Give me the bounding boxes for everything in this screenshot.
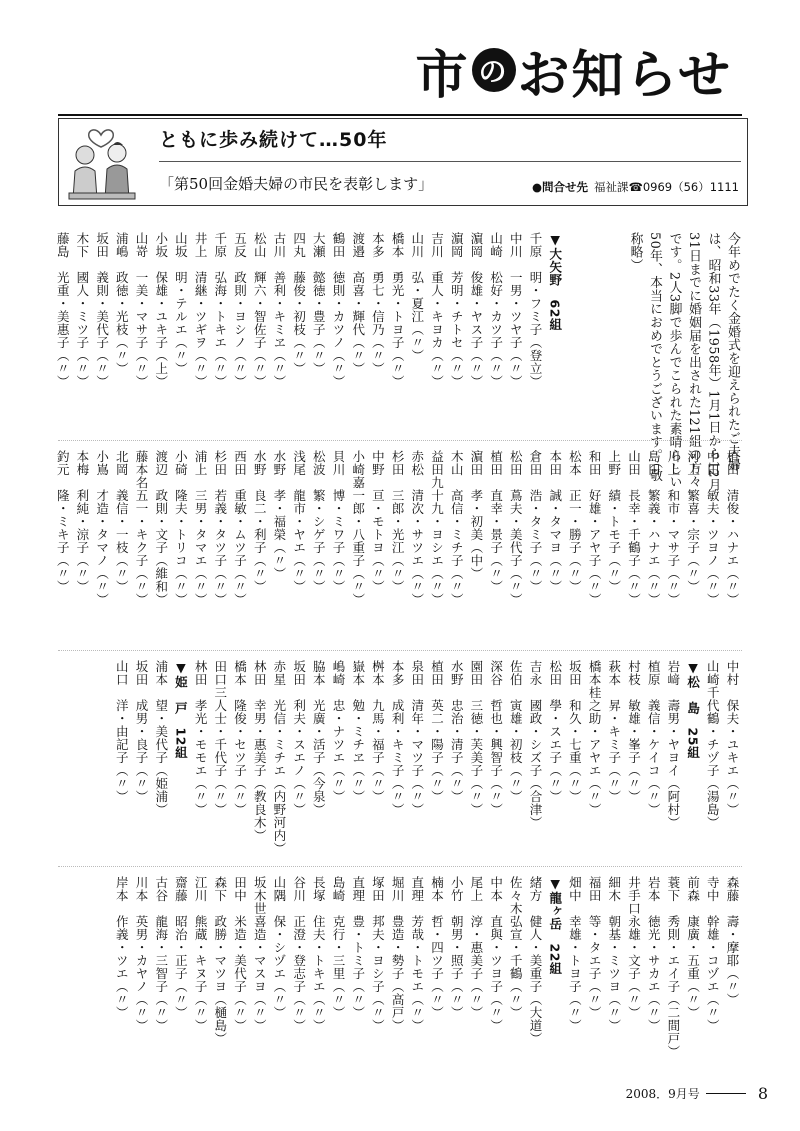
masthead-circle: の xyxy=(472,48,516,92)
honoree-entry: 楠本 哲・四ツ子（〃） xyxy=(429,876,445,1019)
header-box xyxy=(58,118,748,206)
honoree-entry: 小坂 保雄・ユキ子（上） xyxy=(153,232,169,388)
honoree-entry: 千原 明・フミ子（登立） xyxy=(528,232,543,388)
honoree-entry: 古谷 龍海・三智子（〃） xyxy=(153,876,169,1032)
contact-label: ●問合せ先 xyxy=(531,180,588,194)
honoree-entry: 赤松 清次・サツエ（〃） xyxy=(409,450,425,606)
honoree-entry: 緒方 健人・美重子（大道） xyxy=(528,876,543,1045)
page-number: 8 xyxy=(757,1084,768,1103)
honoree-entry: 吉川 重人・キヨカ（〃） xyxy=(429,232,445,388)
intro-paragraph: 今年めでたく金婚式を迎えられたご夫婦は、昭和33年（1958年）1月1日から12月31日までに婚姻届を出された121組の方々です。2人3脚で歩んでこられた素晴らしい50年、本当におめでとうございます。（敬称略） xyxy=(627,232,740,492)
honoree-entry: 木山 高信・ミチ子（〃） xyxy=(449,450,465,606)
honoree-entry: 藤島 光重・美惠子（〃） xyxy=(55,232,71,388)
honoree-entry: 坂田 成男・良子（〃） xyxy=(134,660,149,803)
honoree-entry: 北岡 義信・一枝（〃） xyxy=(114,450,130,593)
honoree-entry: 岸本 作義・ツエ（〃） xyxy=(114,876,130,1019)
honoree-entry: 園田 三徳・芙美子（〃） xyxy=(468,660,484,816)
honoree-entry: 貝川 博・ミワ子（〃） xyxy=(331,450,346,593)
honoree-entry: 本田 誠・タマヨ（〃） xyxy=(547,450,563,593)
honoree-entry: 中田 敏夫・ツヨノ（〃） xyxy=(705,450,721,606)
header-divider xyxy=(159,161,741,162)
honoree-entry: 山隅 保・シヅエ（〃） xyxy=(271,876,287,1019)
honoree-entry: 山嵜 一美・マサ子（〃） xyxy=(134,232,149,388)
honoree-entry: 中村 保夫・ユキエ（〃） xyxy=(725,660,740,816)
band-divider xyxy=(58,866,742,867)
masthead-title xyxy=(415,38,732,106)
honoree-entry: 前森 康廣・五重（〃） xyxy=(685,876,701,1019)
honoree-entry: 山口 洋・由記子（〃） xyxy=(114,660,130,803)
header-subtitle: 「第50回金婚夫婦の市民を表彰します」 xyxy=(159,175,434,193)
honoree-entry: 小嶌 才造・タマノ（〃） xyxy=(94,450,110,606)
honoree-entry: 河上 繁喜・宗子（〃） xyxy=(685,450,701,593)
honoree-entry: 渡辺 政則・文子（維和） xyxy=(153,450,169,606)
masthead-part1: 市 xyxy=(415,45,470,106)
honoree-entry: 浦上 三男・タマエ（〃） xyxy=(193,450,209,606)
honoree-entry: 渡邉 高喜・輝代（〃） xyxy=(350,232,366,375)
honoree-entry: 松波 繁・シゲ子（〃） xyxy=(311,450,327,593)
honoree-entry: 山川 弘・夏江（〃） xyxy=(409,232,425,362)
honoree-entry: 森下 政勝・マツヨ（樋島） xyxy=(212,876,228,1045)
elderly-couple-illustration-icon xyxy=(61,121,145,203)
honoree-entry: 山田 長幸・千鶴子（〃） xyxy=(626,450,642,606)
honoree-entry: 寺中 幹雄・コヅエ（〃） xyxy=(705,876,721,1032)
honoree-entry: 杉田 三郎・光江（〃） xyxy=(390,450,406,593)
honoree-entry: 益田九十九・ヨシエ（〃） xyxy=(429,450,445,606)
group-heading: ▼姫 戸 12組 xyxy=(173,660,189,759)
honoree-entry: 佐々木弘宣・千鶴（〃） xyxy=(508,876,524,1019)
honoree-entry: 千原 弘海・トキエ（〃） xyxy=(212,232,228,388)
honoree-entry: 赤星 光信・ミチエ（内野河内） xyxy=(271,660,287,855)
honoree-entry: 林田 孝光・モモエ（〃） xyxy=(193,660,209,816)
honoree-entry: 藤本名五一・キク子（〃） xyxy=(134,450,149,606)
honoree-entry: 植原 義信・ケイコ（〃） xyxy=(646,660,662,816)
honoree-entry: 吉永 國政・シズ子（合津） xyxy=(528,660,543,829)
honoree-entry: 浦本 望・美代子（姫浦） xyxy=(153,660,169,816)
honoree-entry: 鶴田 徳則・カツノ（〃） xyxy=(331,232,346,388)
honoree-entry: 浅尾 龍市・ヤエ（〃） xyxy=(291,450,307,593)
honoree-entry: 倉田 浩・タミ子（〃） xyxy=(528,450,543,593)
honoree-entry: 濵岡 芳明・チトセ（〃） xyxy=(449,232,465,388)
honoree-entry: 細木 朝基・ミツヨ（〃） xyxy=(606,876,622,1032)
honoree-entry: 大瀬 懿徳・豊子（〃） xyxy=(311,232,327,375)
honoree-entry: 島崎 克行・三里（〃） xyxy=(331,876,346,1019)
honoree-entry: 本梅 利純・涼子（〃） xyxy=(74,450,90,593)
honoree-entry: 井上 清継・ツギヲ（〃） xyxy=(193,232,209,388)
honoree-entry: 浦嶋 政徳・光枝（〃） xyxy=(114,232,130,375)
honoree-entry: 橋本桂之助・アヤエ（〃） xyxy=(587,660,603,816)
honoree-entry: 中川 一男・ツヤ子（〃） xyxy=(508,232,524,388)
honoree-entry: 植田 英二・陽子（〃） xyxy=(429,660,445,803)
honoree-entry: 杉田 若義・タツ子（〃） xyxy=(212,450,228,606)
honoree-entry: 嶋崎 忠・ナツエ（〃） xyxy=(331,660,346,803)
honoree-entry: 畑中 幸雄・トヨ子（〃） xyxy=(567,876,583,1032)
honoree-entry: 山坂 明・テルエ（〃） xyxy=(173,232,189,375)
honoree-entry: 木下 國人・ミツ子（〃） xyxy=(74,232,90,388)
page-footer xyxy=(626,1084,768,1103)
honoree-entry: 田中 米造・美代子（〃） xyxy=(232,876,248,1032)
honoree-entry: 森藤 壽・摩耶（〃） xyxy=(725,876,740,1006)
honoree-entry: 井手口永雄・文子（〃） xyxy=(626,876,642,1019)
honoree-entry: 松田 學・スエ子（〃） xyxy=(547,660,563,803)
header-title: ともに歩み続けて…50年 xyxy=(159,129,388,151)
honoree-entry: 釣元 隆・ミキ子（〃） xyxy=(55,450,71,593)
honoree-entry: 坂田 義則・美代子（〃） xyxy=(94,232,110,388)
honoree-entry: 水野 忠治・清子（〃） xyxy=(449,660,465,803)
honoree-entry: 田口三人士・千代子（〃） xyxy=(212,660,228,816)
footer-rule xyxy=(706,1093,746,1094)
honoree-entry: 濵岡 俊雄・ヤス子（〃） xyxy=(468,232,484,388)
honoree-entry: 五反 政則・ヨシノ（〃） xyxy=(232,232,248,388)
honoree-entry: 江川 熊蔵・キヌ子（〃） xyxy=(193,876,209,1032)
group-heading: ▼龍ヶ岳 22組 xyxy=(547,876,563,975)
group-heading: ▼大矢野 62組 xyxy=(547,232,563,331)
honoree-entry: 水野 良二・利子（〃） xyxy=(252,450,268,593)
honoree-entry: 山崎 松好・カツ子（〃） xyxy=(488,232,504,388)
honoree-entry: 泉田 清年・マツ子（〃） xyxy=(409,660,425,816)
honoree-entry: 山崎千代鶴・チヅ子（湯島） xyxy=(705,660,721,829)
honoree-entry: 直理 豊・トミ子（〃） xyxy=(350,876,366,1019)
honoree-entry: 村枝 敏雄・峯子（〃） xyxy=(626,660,642,803)
honoree-entry: 小碕 隆夫・トリコ（〃） xyxy=(173,450,189,606)
group-heading: ▼松 島 25組 xyxy=(685,660,701,759)
honoree-entry: 和田 好雄・アヤ子（〃） xyxy=(587,450,603,606)
honoree-entry: 坂木世喜造・マスヨ（〃） xyxy=(252,876,268,1032)
honoree-entry: 中野 亘・モトヨ（〃） xyxy=(370,450,386,593)
honoree-entry: 深谷 哲也・興智子（〃） xyxy=(488,660,504,816)
issue-label: 2008．9月号 xyxy=(625,1087,700,1101)
honoree-entry: 桝本 九馬・福子（〃） xyxy=(370,660,386,803)
honoree-entry: 島田 繁義・ハナエ（〃） xyxy=(646,450,662,606)
honoree-entry: 塚田 邦夫・ヨシ子（〃） xyxy=(370,876,386,1032)
masthead-rule xyxy=(58,114,742,116)
honoree-entry: 松山 輝六・智佐子（〃） xyxy=(252,232,268,388)
honoree-entry: 福田 等・タエ子（〃） xyxy=(587,876,603,1019)
contact-info xyxy=(532,179,739,195)
honoree-entry: 齋藤 昭治・正子（〃） xyxy=(173,876,189,1019)
honoree-entry: 中本 直與・ツヨ子（〃） xyxy=(488,876,504,1032)
honoree-entry: 古川 善利・キミヱ（〃） xyxy=(271,232,287,388)
honoree-entry: 川本 英男・カヤノ（〃） xyxy=(134,876,149,1032)
honoree-entry: 岩﨑 壽男・ヤヨイ（阿村） xyxy=(665,660,681,829)
band-divider xyxy=(58,650,742,651)
honoree-entry: 本多 成利・キミ子（〃） xyxy=(390,660,406,816)
honoree-entry: 本多 勇七・信乃（〃） xyxy=(370,232,386,375)
honoree-entry: 蓑下 秀則・エイ子（二間戸） xyxy=(665,876,681,1058)
honoree-entry: 上野 績・トモ子（〃） xyxy=(606,450,622,593)
honoree-entry: 林田 幸男・惠美子（教良木） xyxy=(252,660,268,842)
honoree-entry: 橋本 勇光・トヨ子（〃） xyxy=(390,232,406,388)
honoree-entry: 橋本 隆俊・セツ子（〃） xyxy=(232,660,248,816)
honoree-entry: 四丸 藤俊・初枝（〃） xyxy=(291,232,307,375)
honoree-entry: 川上 和市・マサ子（〃） xyxy=(665,450,681,606)
band-divider xyxy=(58,440,742,441)
honoree-entry: 長塚 住夫・トキエ（〃） xyxy=(311,876,327,1032)
honoree-entry: 直理 芳哉・トモエ（〃） xyxy=(409,876,425,1032)
honoree-entry: 濵田 孝・初美（中） xyxy=(468,450,484,580)
honoree-entry: 松本 正一・勝子（〃） xyxy=(567,450,583,593)
honoree-entry: 谷川 正澄・登志子（〃） xyxy=(291,876,307,1032)
honoree-entry: 坂田 利夫・スエノ（〃） xyxy=(291,660,307,816)
honoree-entry: 堀川 豊造・勢子（高戸） xyxy=(390,876,406,1032)
honoree-entry: 植田 直幸・景子（〃） xyxy=(488,450,504,593)
honoree-entry: 水野 孝・福榮（〃） xyxy=(271,450,287,580)
honoree-entry: 尾上 淳・惠美子（〃） xyxy=(468,876,484,1019)
honoree-entry: 植田 清俊・ハナエ（〃） xyxy=(725,450,740,606)
honoree-entry: 小崎嘉一郎・八重子（〃） xyxy=(350,450,366,606)
contact-value: 福祉課☎0969（56）1111 xyxy=(594,180,739,194)
honoree-entry: 萩本 昇・キミ子（〃） xyxy=(606,660,622,803)
honoree-entry: 嶽本 勉・ミチヱ（〃） xyxy=(350,660,366,803)
honoree-entry: 松田 蔦夫・美代子（〃） xyxy=(508,450,524,606)
masthead-part2: お知らせ xyxy=(517,45,732,106)
honoree-entry: 岩本 徳光・サカエ（〃） xyxy=(646,876,662,1032)
honoree-entry: 佐伯 寅雄・初枝（〃） xyxy=(508,660,524,803)
honoree-entry: 坂田 和久・七重（〃） xyxy=(567,660,583,803)
honoree-entry: 西田 重敏・ムツ子（〃） xyxy=(232,450,248,606)
honoree-entry: 脇本 光廣・活子（今泉） xyxy=(311,660,327,816)
honoree-entry: 小竹 朝男・照子（〃） xyxy=(449,876,465,1019)
